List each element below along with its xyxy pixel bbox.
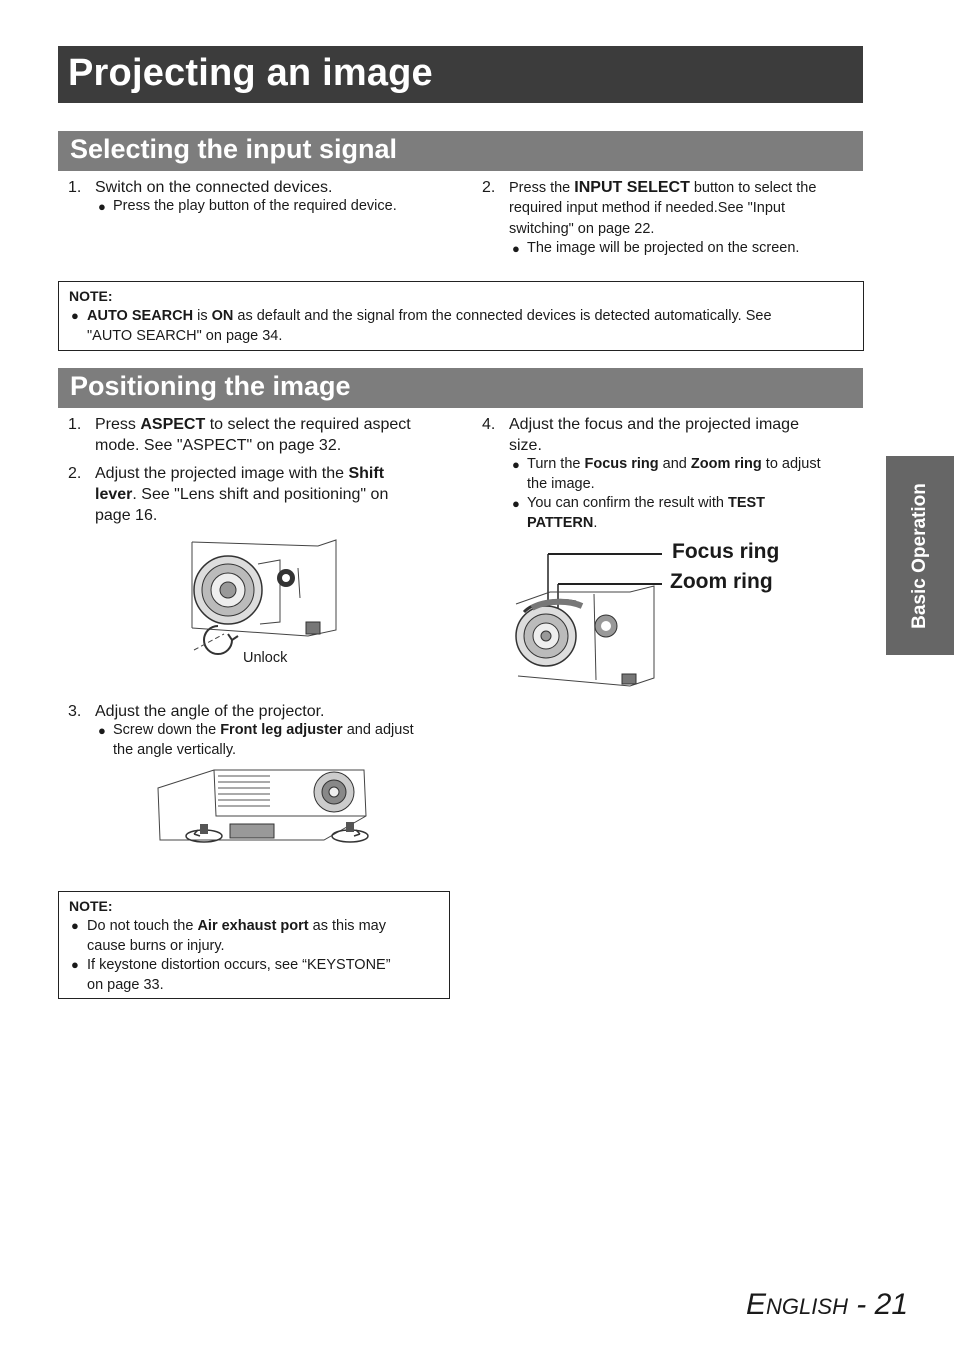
section-heading-input-signal: Selecting the input signal [70, 134, 398, 164]
zoom-ring-label: Zoom ring [670, 570, 773, 593]
note-title: NOTE: [69, 288, 113, 304]
note-title: NOTE: [69, 898, 113, 914]
note-item-air-exhaust: ● Do not touch the Air exhaust port as this may cause burns or injury. [71, 918, 386, 954]
section-heading-positioning: Positioning the image [70, 371, 351, 401]
page-title: Projecting an image [68, 52, 433, 94]
position-step-4: 4. Adjust the focus and the projected image size. [482, 416, 799, 454]
position-step-4-sub-2: ● You can confirm the result with TEST PATTERN. [512, 495, 766, 531]
input-step-1-sub: ● Press the play button of the required device. [98, 198, 397, 214]
position-step-3: 3. Adjust the angle of the projector. [68, 703, 325, 720]
note-box-safety [58, 891, 450, 999]
note-item-keystone: ● If keystone distortion occurs, see “KEYSTONE” on page 33. [71, 957, 391, 993]
position-step-2: 2. Adjust the projected image with the Shift lever. See "Lens shift and positioning" on page 16. [68, 465, 389, 524]
page-footer: ENGLISH - 21 [746, 1288, 908, 1321]
position-step-3-sub: ● Screw down the Front leg adjuster and adjust the angle vertically. [98, 722, 414, 758]
section-heading-bar-positioning [58, 368, 863, 408]
unlock-label: Unlock [243, 650, 288, 666]
note-box-auto-search [58, 281, 864, 351]
position-step-4-sub-1: ● Turn the Focus ring and Zoom ring to adjust the image. [512, 456, 821, 492]
position-step-1: 1. Press ASPECT to select the required aspect mode. See "ASPECT" on page 32. [68, 416, 411, 454]
section-heading-bar-input-signal [58, 131, 863, 171]
page-title-bar [58, 46, 863, 103]
input-step-2-cont: required input method if needed.See "Input switching" on page 22. [509, 200, 786, 237]
focus-zoom-illustration [510, 540, 662, 692]
side-tab-basic-operation: Basic Operation [886, 456, 954, 655]
input-step-1: 1. Switch on the connected devices. [68, 179, 333, 196]
lens-shift-illustration [188, 538, 340, 660]
input-step-2-sub: ● The image will be projected on the screen. [512, 240, 800, 256]
front-leg-adjuster-illustration [154, 766, 386, 850]
input-step-2: 2. Press the INPUT SELECT button to select the [482, 179, 817, 196]
focus-ring-label: Focus ring [672, 540, 780, 563]
note-item-auto-search: ● AUTO SEARCH is ON as default and the signal from the connected devices is detected automatically. See "AUTO SEARCH" on page 34. [71, 308, 772, 344]
